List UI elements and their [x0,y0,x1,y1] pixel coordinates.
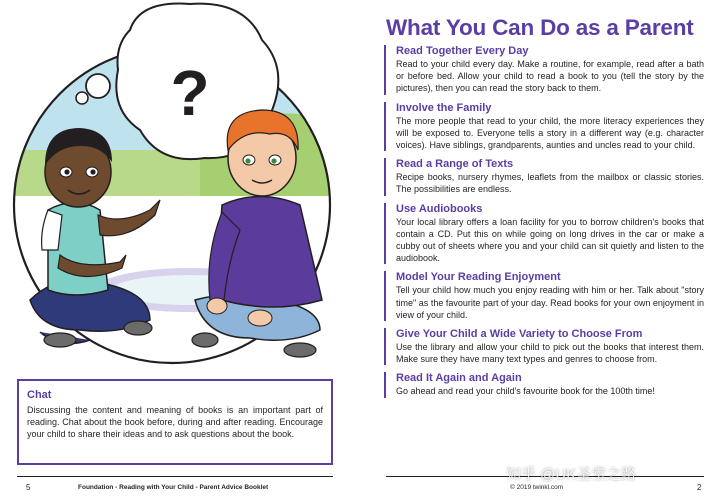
chat-tip-box [17,379,333,465]
section-body: Tell your child how much you enjoy reading with him or her. Talk about "story time" as the favourite part of your day. Read books for your own enjoyment in view of your child. [396,285,704,320]
left-page-number: 5 [26,483,31,492]
section-title: Read Together Every Day [396,45,529,57]
section-title: Involve the Family [396,101,492,114]
left-page [0,0,352,504]
booklet-title: Foundation - Reading with Your Child - Parent Advice Booklet [78,484,269,491]
section-body: Go ahead and read your child's favourite book for the 100th time! [396,386,655,397]
section-body: Recipe books, nursery rhymes, leaflets from the mailbox or classic stories. The possibilities are endless. [396,172,704,195]
section-title: Read It Again and Again [396,372,522,385]
chat-body: Discussing the content and meaning of books is an important part of reading. Chat about the book before, during and after reading. Encourage your child to share their ideas and to ask questions about the book. [27,405,323,439]
advice-section [384,102,704,152]
watermark: 知乎 @UK圣堂之路 [506,466,637,483]
section-title: Use Audiobooks [396,202,483,215]
section-body: Your local library offers a loan facility for you to borrow children's books that contain a CD. Put this on while going on long drives in the car or make a cubby out of sheets where you and your child can sit quietly and listen to the audiobook. [396,216,704,264]
section-body: The more people that read to your child, the more literacy experiences they will be exposed to. Everyone tells a story in a different way (e.g. character voices). Have siblings, grandparents, aunties and uncles read to your child. [396,115,704,151]
copyright: © 2019 twinkl.com [510,484,564,491]
advice-section [384,372,704,397]
advice-section [384,158,704,195]
section-title: Model Your Reading Enjoyment [396,271,561,284]
page-heading: What You Can Do as a Parent [386,15,694,40]
question-mark: ? [170,57,210,129]
section-body: Read to your child every day. Make a routine, for example, read after a bath or before bed. Allow your child to read a book to you (tell the story by the pictures), then you can read the story back to them. [396,59,704,94]
left-footer-rule [17,476,333,477]
advice-section [384,45,704,95]
right-page [370,0,720,504]
advice-section [384,328,704,365]
chat-title: Chat [27,389,52,401]
section-title: Give Your Child a Wide Variety to Choose From [396,328,643,341]
advice-sections [384,45,704,405]
advice-section [384,203,704,265]
section-body: Use the library and allow your child to pick out the books that interest them. Make sure they have many text types and genres to choose from. [396,342,704,365]
children-reading-illustration [0,0,352,372]
advice-section [384,271,704,321]
right-page-number: 2 [697,483,702,492]
section-title: Read a Range of Texts [396,158,514,171]
